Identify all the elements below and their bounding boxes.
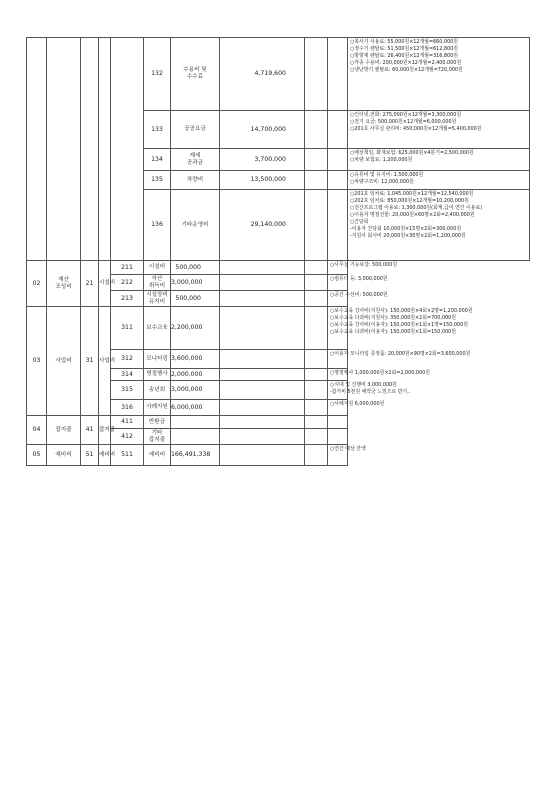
section-code-cell-text: 51 [85, 451, 94, 459]
extra-cell [305, 190, 328, 261]
extra-cell [328, 171, 348, 190]
item-code-cell-text: 132 [151, 70, 163, 78]
amount-cell-text: 4,719,600 [254, 70, 286, 78]
item-code-cell-text: 134 [151, 155, 163, 163]
item-name-cell [171, 190, 220, 261]
item-name-cell [144, 429, 171, 445]
detail-line: ○보수교육 강사비(지원사): 150,000원×4회×2명=1,200,000원 [330, 308, 473, 314]
category-code-cell-text: 02 [32, 279, 41, 287]
detail-line: ○전산프로그램 이용료: 1,300,000원(회계,급여 연간 이용료) [350, 204, 483, 211]
category-code-cell-text: 03 [32, 357, 41, 365]
item-code-cell [111, 291, 144, 307]
detail-line: ○202호 임차료: 850,000원×12개월=10,200,000원 [350, 197, 469, 204]
category-name-cell-text: 예비비 [55, 451, 72, 458]
category-name-cell [47, 416, 81, 445]
detail-line: ○복사기 사용료: 55,000원×12개월=660,000원 [350, 39, 459, 45]
amount-cell [171, 445, 220, 466]
item-code-cell-text: 314 [121, 370, 133, 378]
item-name-cell-text: 기타운영비 [181, 221, 209, 228]
item-code-cell [111, 429, 144, 445]
details-cell [328, 291, 388, 307]
detail-line: ○냉난방기 렌탈료: 60,000원×12개월=720,000원 [350, 66, 463, 73]
item-code-cell [111, 261, 144, 275]
extra-cell [305, 400, 328, 416]
extra-cell [220, 350, 305, 369]
item-name-cell-text: 유지비 [148, 298, 166, 305]
extra-cell [220, 275, 305, 291]
detail-line: ○유류비 및 유지비: 1,500,000원 [350, 172, 424, 178]
amount-cell-text: 2,000,000 [171, 370, 203, 378]
detail-line: ○사례지원 6,000,000원 [330, 401, 385, 407]
item-name-cell [144, 416, 171, 429]
extra-cell [220, 307, 305, 350]
section-code-cell [81, 445, 99, 466]
item-name-cell [144, 307, 171, 350]
item-name-cell [144, 381, 171, 400]
amount-cell [171, 275, 220, 291]
category-code-cell [27, 38, 47, 261]
item-name-cell [171, 111, 220, 149]
extra-cell [305, 149, 328, 171]
detail-line: ○차량 보험료: 1,200,000원 [350, 156, 413, 163]
table-row [27, 38, 530, 111]
detail-line: ○보수교육 강사비(이용자): 150,000원×1회×1명=150,000원 [330, 321, 468, 328]
section-name-cell-text: 잡지출 [99, 426, 116, 433]
item-name-cell-text: 차량비 [186, 176, 204, 183]
extra-cell [305, 291, 328, 307]
item-name-cell-text: 수용비 및 [183, 67, 207, 74]
extra-cell [305, 369, 328, 381]
item-name-cell [171, 149, 220, 171]
detail-line: ○전기 요금: 500,000원×12개월=6,000,000원 [350, 118, 457, 125]
details-cell [348, 38, 530, 111]
category-name-cell [47, 261, 81, 307]
detail-line: ○사무실 기능보강: 500,000원 [330, 262, 398, 268]
item-code-cell [111, 416, 144, 429]
amount-cell-text: 166,491,338 [171, 451, 211, 459]
item-code-cell [144, 190, 171, 261]
section-name-cell-text: 사업비 [99, 357, 116, 364]
item-name-cell-text: 기타 [151, 429, 163, 436]
item-name-cell-text: 송년회 [148, 386, 166, 393]
item-code-cell-text: 412 [121, 432, 133, 440]
table-row [27, 261, 530, 275]
extra-cell [305, 416, 328, 429]
item-name-cell-text: 반환금 [148, 418, 166, 425]
item-name-cell-text: 예비비 [148, 451, 166, 458]
extra-cell [220, 429, 305, 445]
detail-line: ○이용자 모니터링 증정품: 20,000원×90명×2회=3,600,000원 [330, 351, 471, 357]
extra-cell [220, 400, 305, 416]
item-code-cell [111, 350, 144, 369]
section-name-cell-text: 예비비 [99, 451, 116, 458]
item-code-cell-text: 316 [121, 403, 133, 411]
amount-cell-text: 29,140,000 [250, 221, 286, 229]
detail-line: ○보수교육 다과비(지원사): 350,000원×2회=700,000원 [330, 314, 457, 321]
category-code-cell [27, 261, 47, 307]
amount-cell [220, 171, 305, 190]
extra-cell [328, 190, 348, 261]
detail-line: ○명절행사 1,000,000원×2회=2,000,000원 [330, 370, 430, 376]
amount-cell-text: 3,600,000 [171, 355, 203, 363]
item-name-cell-text: 보수교육 [146, 324, 168, 331]
extra-cell [305, 307, 328, 350]
blank-cell [99, 38, 111, 261]
detail-line: -참가비 5천원 예약금 느낌으로 받기.. [330, 388, 411, 395]
amount-cell [220, 38, 305, 111]
section-code-cell-text: 41 [85, 426, 94, 434]
category-name-cell [47, 307, 81, 416]
amount-cell-text: 2,200,000 [171, 324, 203, 332]
extra-cell [305, 171, 328, 190]
item-name-cell-text: 자산 [151, 275, 163, 282]
item-name-cell-text: 명절행사 [146, 371, 168, 377]
item-code-cell-text: 133 [151, 125, 163, 133]
amount-cell-text: 3,000,000 [171, 386, 203, 394]
amount-cell [220, 149, 305, 171]
amount-cell [171, 307, 220, 350]
item-name-cell [171, 38, 220, 111]
detail-line: ○각종 수용비: 200,000원×12개월=2,400,000원 [350, 59, 462, 66]
item-code-cell-text: 411 [121, 418, 133, 426]
detail-line: ○식대 및 진행비 3,000,000원 [330, 382, 397, 388]
item-name-cell-text: 시설장비 [146, 291, 168, 298]
extra-cell [328, 38, 348, 111]
detail-line: ○연간 예상 잔액 [330, 446, 366, 452]
extra-cell [305, 429, 328, 445]
category-code-cell [27, 307, 47, 416]
category-name-cell [47, 38, 81, 261]
detail-line: ○방향제 렌탈료: 26,400원×12개월=316,800원 [350, 52, 459, 59]
detail-line: ○정수기 렌탈료: 51,500원×12개월=612,800원 [350, 45, 459, 52]
extra-cell [305, 381, 328, 400]
item-code-cell-text: 135 [151, 176, 163, 184]
extra-cell [220, 261, 305, 275]
details-cell [328, 400, 385, 416]
details-cell [328, 429, 348, 445]
detail-line: -이용자 간담회 10,000원×15명×2회=300,000원 [350, 225, 462, 232]
details-cell [328, 416, 348, 429]
detail-line: -지원사 회식비 20,000원×30명×2회=1,200,000원 [350, 232, 466, 239]
section-name-cell [111, 38, 144, 261]
section-name-cell [99, 261, 116, 307]
category-code-cell-text: 05 [32, 451, 41, 459]
item-code-cell [144, 38, 171, 111]
detail-line: ○간담회 [350, 218, 369, 225]
details-cell [328, 381, 411, 400]
amount-cell [171, 400, 220, 416]
amount-cell [171, 261, 220, 275]
amount-cell [171, 416, 220, 429]
amount-cell [220, 190, 305, 261]
detail-line: ○공간 수선비: 500,000원 [330, 292, 388, 298]
table-row [27, 445, 530, 466]
budget-table-body [27, 38, 530, 466]
section-code-cell [81, 416, 99, 445]
item-name-cell-text: 모니터링 [146, 355, 168, 362]
item-name-cell-text: 취득비 [148, 282, 166, 289]
item-name-cell-text: 수수료 [186, 74, 204, 80]
category-code-cell [27, 445, 47, 466]
detail-line: ○배상책임, 화재보험: 625,000원×4분기=2,500,000원 [350, 150, 474, 156]
item-name-cell [144, 369, 171, 381]
details-cell [328, 350, 471, 369]
amount-cell-text: 3,000,000 [171, 278, 203, 286]
extra-cell [328, 149, 348, 171]
amount-cell [220, 111, 305, 149]
amount-cell [171, 369, 220, 381]
amount-cell-text: 500,000 [175, 263, 201, 271]
item-name-cell [144, 261, 171, 275]
item-code-cell [111, 445, 144, 466]
section-name-cell [99, 416, 116, 445]
detail-line: ○이용자 명절선물: 20,000원×60명×2회=2,400,000원 [350, 211, 475, 218]
extra-cell [220, 445, 305, 466]
item-code-cell [111, 307, 144, 350]
item-code-cell-text: 136 [151, 221, 163, 229]
section-name-cell [99, 307, 116, 416]
item-name-cell-text: 제세 [189, 152, 201, 159]
details-cell [328, 275, 388, 291]
item-name-cell [144, 350, 171, 369]
details-cell [328, 369, 430, 381]
details-cell [348, 171, 530, 190]
item-code-cell [144, 149, 171, 171]
item-code-cell [111, 381, 144, 400]
item-code-cell-text: 311 [121, 324, 133, 332]
extra-cell [305, 350, 328, 369]
category-code-cell-text: 04 [32, 426, 41, 434]
item-name-cell [144, 275, 171, 291]
item-code-cell [144, 171, 171, 190]
item-code-cell [111, 275, 144, 291]
amount-cell [171, 381, 220, 400]
amount-cell-text: 3,700,000 [254, 155, 286, 163]
detail-line: ○컴퓨터 등: 3,000,000원 [330, 276, 388, 282]
details-cell [348, 149, 530, 171]
extra-cell [305, 275, 328, 291]
extra-cell [305, 445, 328, 466]
item-name-cell-text: 공공요금 [184, 126, 206, 132]
details-cell [328, 307, 473, 350]
item-name-cell [171, 171, 220, 190]
category-name-cell-text: 잡지출 [55, 426, 72, 433]
item-name-cell [144, 445, 171, 466]
amount-cell-text: 500,000 [175, 294, 201, 302]
extra-cell [305, 261, 328, 275]
item-name-cell [144, 291, 171, 307]
section-code-cell-text: 21 [85, 279, 94, 287]
budget-table [26, 37, 530, 466]
category-name-cell-text: 조성비 [55, 283, 72, 290]
extra-cell [220, 369, 305, 381]
amount-cell [171, 429, 220, 445]
section-code-cell [81, 307, 99, 416]
details-cell [348, 190, 530, 261]
extra-cell [305, 111, 328, 149]
item-code-cell-text: 315 [121, 386, 133, 394]
extra-cell [220, 416, 305, 429]
section-code-cell [81, 261, 99, 307]
extra-cell [220, 381, 305, 400]
item-name-cell-text: 잡지출 [148, 436, 166, 443]
details-cell [328, 261, 398, 275]
table-row [27, 416, 530, 429]
item-code-cell-text: 211 [121, 263, 133, 271]
item-code-cell-text: 312 [121, 355, 133, 363]
table-row [27, 307, 530, 350]
item-code-cell [111, 369, 144, 381]
extra-cell [305, 38, 328, 111]
extra-cell [220, 291, 305, 307]
item-code-cell-text: 212 [121, 278, 133, 286]
amount-cell-text: 6,000,000 [171, 403, 203, 411]
category-name-cell-text: 사업비 [55, 357, 72, 364]
amount-cell [171, 350, 220, 369]
amount-cell-text: 14,700,000 [250, 125, 286, 133]
detail-line: ○보수교육 다과비(이용자): 150,000원×1회=150,000원 [330, 328, 457, 335]
detail-line: ○인터넷,전화: 275,000원×12개월=3,300,000원 [350, 112, 462, 118]
section-name-cell [99, 445, 116, 466]
detail-line: ○201호 임차료: 1,045,000원×12개월=12,540,000원 [350, 191, 474, 197]
item-name-cell [144, 400, 171, 416]
item-code-cell [111, 400, 144, 416]
item-code-cell [144, 111, 171, 149]
detail-line: ○차량구조비: 12,000,000원 [350, 178, 414, 185]
item-name-cell-text: 시설비 [148, 264, 166, 270]
section-name-cell-text: 시설비 [99, 280, 116, 286]
item-code-cell-text: 213 [121, 294, 133, 302]
extra-cell [328, 111, 348, 149]
item-name-cell-text: 사례지원 [146, 404, 168, 410]
category-name-cell-text: 재산 [58, 276, 69, 283]
amount-cell-text: 13,500,000 [250, 176, 286, 184]
details-cell [348, 111, 530, 149]
section-code-cell [81, 38, 99, 261]
item-name-cell-text: 공과금 [186, 159, 204, 166]
item-code-cell-text: 511 [121, 451, 133, 459]
category-name-cell [47, 445, 81, 466]
details-cell [328, 445, 366, 466]
detail-line: ○201호 사무실 관리비: 450,000원×12개월=5,400,000원 [350, 125, 482, 132]
amount-cell [171, 291, 220, 307]
category-code-cell [27, 416, 47, 445]
section-code-cell-text: 31 [85, 357, 94, 365]
